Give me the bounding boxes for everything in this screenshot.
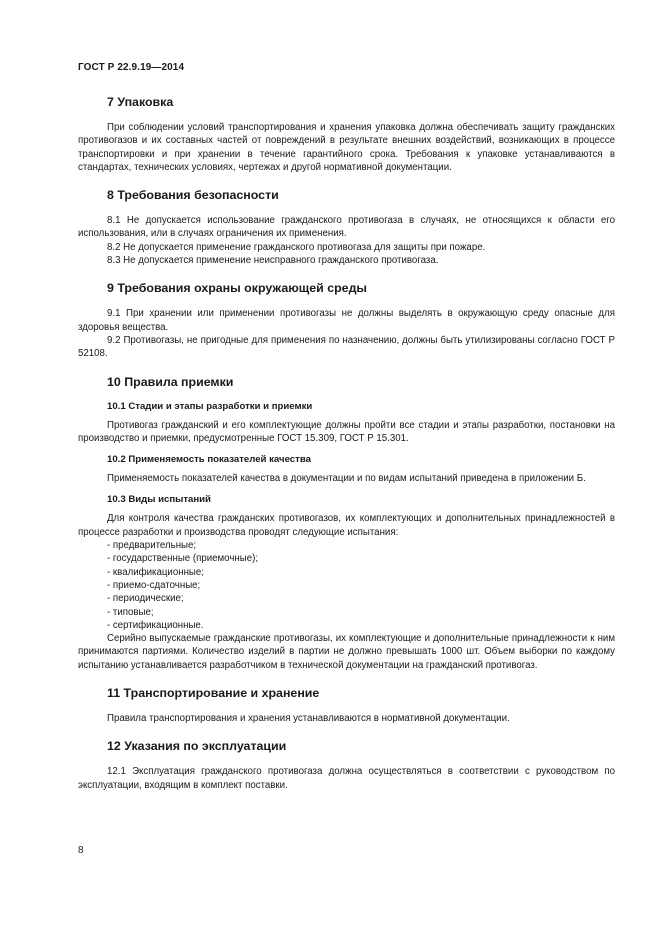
list-item: - предварительные;: [107, 540, 197, 552]
subsection-title: 10.1 Стадии и этапы разработки и приемки: [107, 400, 313, 412]
section-12: [78, 739, 615, 792]
list-item: - приемо-сдаточные;: [107, 579, 201, 591]
subsection-title: 10.3 Виды испытаний: [107, 494, 211, 506]
document-page: [78, 62, 615, 806]
list-item: - сертификационные.: [107, 619, 204, 631]
section-title: 10 Правила приемки: [107, 374, 234, 389]
list-item: - государственные (приемочные);: [107, 553, 259, 565]
section-title: 12 Указания по эксплуатации: [107, 739, 287, 754]
subsection-10-1: [78, 401, 615, 446]
paragraph: Для контроля качества гражданских противогазов, их комплектующих и дополнительных принадлежностей в процессе разработки и производства проводят следующие испытания:: [78, 513, 615, 538]
paragraph: 8.3 Не допускается применение неисправного гражданского противогаза.: [107, 255, 439, 267]
paragraph: Применяемость показателей качества в документации и по видам испытаний приведена в приложении Б.: [107, 473, 586, 485]
paragraph: Противогаз гражданский и его комплектующие должны пройти все стадии и этапы разработки, постановки на производство и приемки, предусмотренные ГОСТ 15.309, ГОСТ Р 15.301.: [78, 419, 615, 444]
list-item: - периодические;: [107, 593, 184, 605]
section-9: [78, 281, 615, 360]
section-title: 9 Требования охраны окружающей среды: [107, 281, 368, 296]
section-8: [78, 188, 615, 267]
paragraph: 9.1 При хранении или применении противогазы не должны выделять в окружающую среду опасные для здоровья вещества.: [78, 308, 615, 333]
section-title: 8 Требования безопасности: [107, 188, 279, 203]
list-item: - квалификационные;: [107, 566, 204, 578]
test-types-list: [78, 539, 615, 632]
paragraph: 12.1 Эксплуатация гражданского противогаза должна осуществляться в соответствии с руководством по эксплуатации, входящим в комплект поставки.: [78, 766, 615, 791]
list-item: - типовые;: [107, 606, 154, 618]
section-title: 11 Транспортирование и хранение: [107, 686, 320, 701]
section-7: [78, 95, 615, 174]
paragraph: При соблюдении условий транспортирования и хранения упаковка должна обеспечивать защиту гражданских противогазов и их составных частей от повреждений в результате внешних воздействий, возникающих в процессе транспортировки и при хранении в течение гарантийного срока. Требования к упаковке устанавливаются в стандартах, технических условиях, чертежах и другой нормативной документации.: [78, 122, 615, 173]
section-10: [78, 375, 615, 672]
section-title: 7 Упаковка: [107, 95, 174, 109]
page-number: 8: [78, 845, 84, 856]
paragraph: 8.1 Не допускается использование гражданского противогаза в случаях, не относящихся к области его использования, или в случаях ограничения их применения.: [78, 215, 615, 240]
paragraph: Серийно выпускаемые гражданские противогазы, их комплектующие и дополнительные принадлежности к ним принимаются партиями. Количество изделий в партии не должно превышать 1000 шт. Объем выборки по каждому испытанию устанавливается разработчиком в технической документации на гражданский противогаз.: [78, 633, 615, 671]
subsection-10-3: [78, 494, 615, 672]
subsection-10-2: [78, 454, 615, 485]
document-header: ГОСТ Р 22.9.19—2014: [78, 62, 185, 73]
paragraph: Правила транспортирования и хранения устанавливаются в нормативной документации.: [107, 713, 510, 725]
section-11: [78, 686, 615, 725]
subsection-title: 10.2 Применяемость показателей качества: [107, 454, 311, 466]
paragraph: 9.2 Противогазы, не пригодные для применения по назначению, должны быть утилизированы согласно ГОСТ Р 52108.: [78, 334, 615, 360]
paragraph: 8.2 Не допускается применение гражданского противогаза для защиты при пожаре.: [107, 241, 486, 253]
